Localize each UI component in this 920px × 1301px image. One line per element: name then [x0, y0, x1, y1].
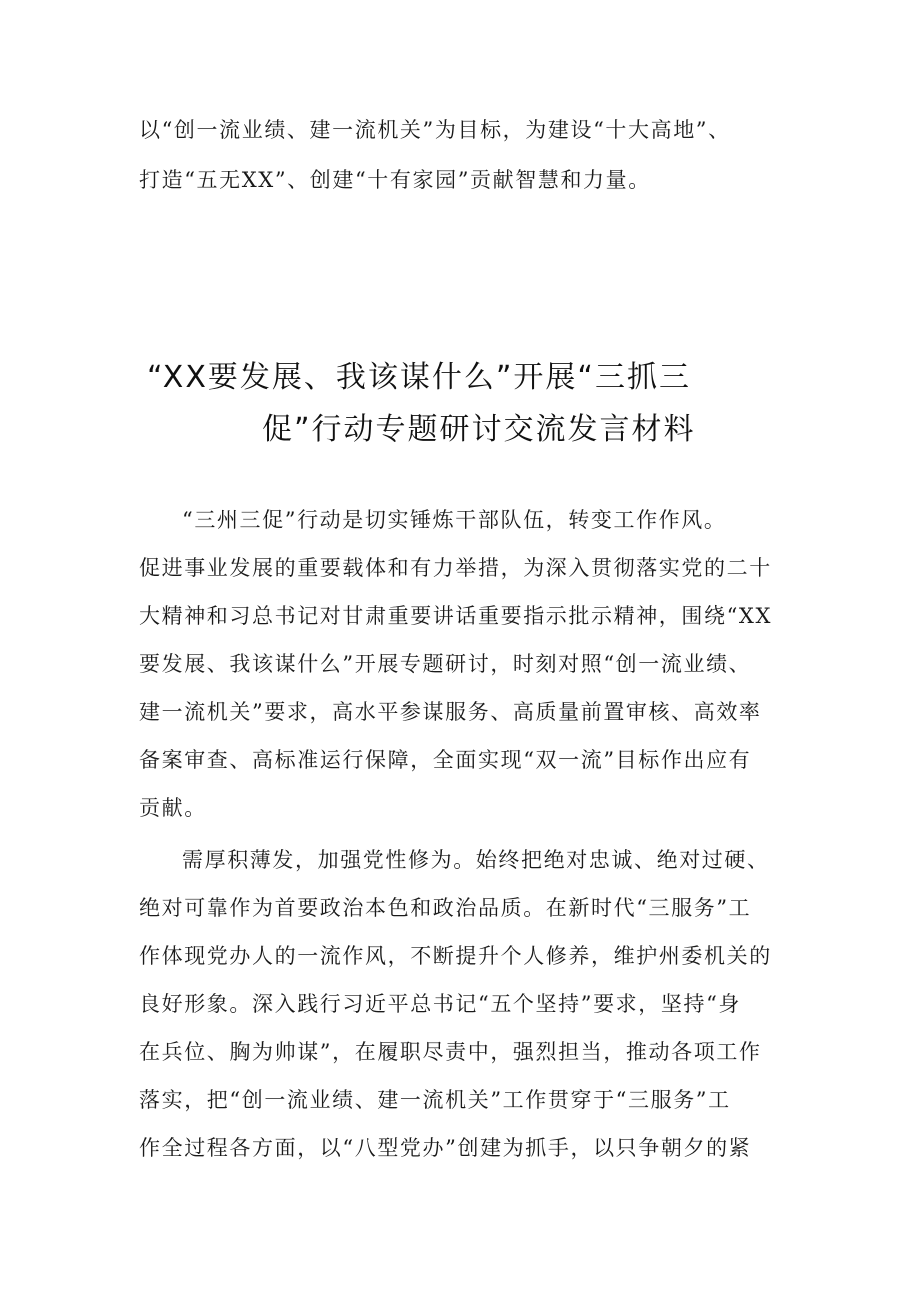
paragraph2-line-4: 良好形象。深入践行习近平总书记“五个坚持”要求，坚持“身 [139, 992, 742, 1016]
paragraph1-line-7: 贡献。 [139, 796, 207, 820]
paragraph1-line-6: 备案审查、高标准运行保障，全面实现“双一流”目标作出应有 [139, 748, 752, 772]
paragraph2-line-7: 作全过程各方面，以“八型党办”创建为抓手，以只争朝夕的紧 [139, 1136, 752, 1160]
paragraph2-line-5: 在兵位、胸为帅谋”，在履职尽责中，强烈担当，推动各项工作 [139, 1040, 762, 1064]
paragraph2-line-3: 作体现党办人的一流作风，不断提升个人修养，维护州委机关的 [139, 944, 772, 968]
paragraph1-line-3: 大精神和习总书记对甘肃重要讲话重要指示批示精神，围绕“XX [139, 604, 773, 628]
paragraph1-line-5: 建一流机关”要求，高水平参谋服务、高质量前置审核、高效率 [139, 700, 762, 724]
document-title-line-1: “XX要发展、我该谋什么”开展“三抓三 [147, 360, 691, 395]
intro-line-1: 以“创一流业绩、建一流机关”为目标，为建设“十大高地”、 [139, 118, 731, 142]
document-title-line-2: 促”行动专题研讨交流发言材料 [262, 412, 696, 447]
paragraph2-line-1: 需厚积薄发，加强党性修为。始终把绝对忠诚、绝对过硬、 [182, 848, 770, 872]
paragraph1-line-1: “三州三促”行动是切实锤炼干部队伍，转变工作作风。 [182, 508, 727, 532]
paragraph2-line-2: 绝对可靠作为首要政治本色和政治品质。在新时代“三服务”工 [139, 896, 752, 920]
paragraph2-line-6: 落实，把“创一流业绩、建一流机关”工作贯穿于“三服务”工 [139, 1088, 731, 1112]
paragraph1-line-2: 促进事业发展的重要载体和有力举措，为深入贯彻落实党的二十 [139, 556, 772, 580]
intro-line-2: 打造“五无XX”、创建“十有家园”贡献智慧和力量。 [139, 168, 651, 192]
paragraph1-line-4: 要发展、我该谋什么”开展专题研讨，时刻对照“创一流业绩、 [139, 652, 752, 676]
